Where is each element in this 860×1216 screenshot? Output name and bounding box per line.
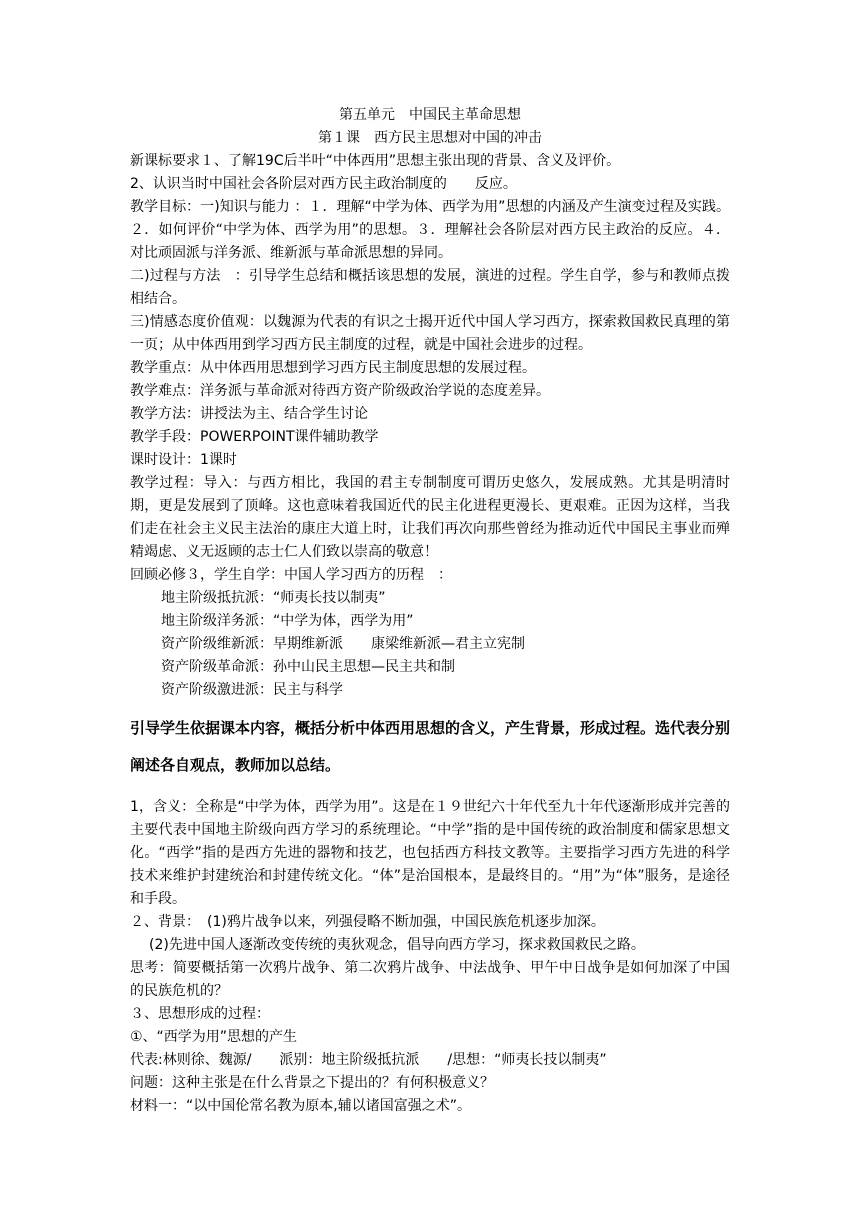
paragraph-means: 教学手段：POWERPOINT课件辅助教学: [130, 429, 379, 445]
paragraph-values: 三)情感态度价值观：以魏源为代表的有识之士揭开近代中国人学习西方，探索救国救民真理的第一页；从中体西用到学习西方民主制度的过程，就是中国社会进步的过程。: [130, 314, 730, 353]
list-item: 资产阶级维新派：早期维新派 康梁维新派—君主立宪制: [161, 636, 525, 652]
paragraph-teaching-goals: 教学目标：一)知识与能力 ：１．理解“中学为体、西学为用”思想的内涵及产生演变过程及实践。２．如何评价“中学为体、西学为用”的思想。３．理解社会各阶层对西方民主政治的反应。４．对比顽固派与洋务派、维新派与革命派思想的异同。: [130, 199, 730, 261]
paragraph-background-2: (2)先进中国人逐渐改变传统的夷狄观念，倡导向西方学习，探求救国救民之路。: [149, 937, 645, 953]
paragraph-meaning: 1，含义：全称是“中学为体，西学为用”。这是在１９世纪六十年代至九十年代逐渐形成并完善的主要代表中国地主阶级向西方学习的系统理论。“中学”指的是中国传统的政治制度和儒家思想文化。“西学”指的是西方先进的器物和技艺，也包括西方科技文教等。主要指学习西方先进的科学技术来维护封建统治和封建传统文化。“体”是治国根本，是最终目的。“用”为“体”服务，是途径和手段。: [130, 799, 730, 907]
paragraph-review: 回顾必修３，学生自学：中国人学习西方的历程 ：: [130, 567, 452, 583]
paragraph-teaching-process: 教学过程：导入：与西方相比，我国的君主专制制度可谓历史悠久，发展成熟。尤其是明清时期，更是发展到了顶峰。这也意味着我国近代的民主化进程更漫长、更艰难。正因为这样，当我们走在社会主义民主法治的康庄大道上时，让我们再次向那些曾经为推动近代中国民主事业而殚精竭虑、义无返顾的志士仁人们致以崇高的敬意！: [130, 475, 730, 560]
paragraph-background-1: ２、背景： (1)鸦片战争以来，列强侵略不断加强，中国民族危机逐步加深。: [130, 914, 605, 930]
paragraph-curriculum-2: 2、认识当时中国社会各阶层对西方民主政治制度的 反应。: [130, 176, 517, 192]
paragraph-method: 教学方法：讲授法为主、结合学生讨论: [130, 406, 368, 422]
bold-instruction: 引导学生依据课本内容，概括分析中体西用思想的含义，产生背景，形成过程。选代表分别阐述各自观点，教师加以总结。: [130, 720, 731, 774]
list-item: 资产阶级革命派：孙中山民主思想—民主共和制: [161, 659, 455, 675]
unit-title: 第五单元 中国民主革命思想: [339, 107, 521, 123]
paragraph-material: 材料一：“以中国伦常名教为原本,辅以诸国富强之术”。: [130, 1098, 471, 1114]
document-body: [130, 104, 730, 1118]
list-item: 资产阶级激进派：民主与科学: [161, 682, 343, 698]
list-item: 地主阶级洋务派：“中学为体，西学为用”: [161, 613, 414, 629]
lesson-title: 第１课 西方民主思想对中国的冲击: [318, 130, 542, 146]
list-item: 地主阶级抵抗派：“师夷长技以制夷”: [161, 590, 386, 606]
paragraph-thinking: 思考：简要概括第一次鸦片战争、第二次鸦片战争、中法战争、甲午中日战争是如何加深了中国的民族危机的？: [130, 960, 730, 999]
paragraph-difficulty: 教学难点：洋务派与革命派对待西方资产阶级政治学说的态度差异。: [130, 383, 550, 399]
paragraph-curriculum-1: 新课标要求１、了解19C后半叶“中体西用”思想主张出现的背景、含义及评价。: [130, 153, 621, 169]
paragraph-process-method: 二)过程与方法 ：引导学生总结和概括该思想的发展，演进的过程。学生自学，参与和教师点拨相结合。: [130, 268, 730, 307]
paragraph-question: 问题：这种主张是在什么背景之下提出的？有何积极意义？: [130, 1075, 494, 1091]
paragraph-formation: ３、思想形成的过程：: [130, 1006, 270, 1022]
paragraph-key-point: 教学重点：从中体西用思想到学习西方民主制度思想的发展过程。: [130, 360, 536, 376]
paragraph-hours: 课时设计：1课时: [130, 452, 237, 468]
paragraph-origin: ①、“西学为用”思想的产生: [130, 1029, 298, 1045]
paragraph-representatives: 代表:林则徐、魏源/ 派别：地主阶级抵抗派 /思想：“师夷长技以制夷”: [130, 1052, 607, 1068]
